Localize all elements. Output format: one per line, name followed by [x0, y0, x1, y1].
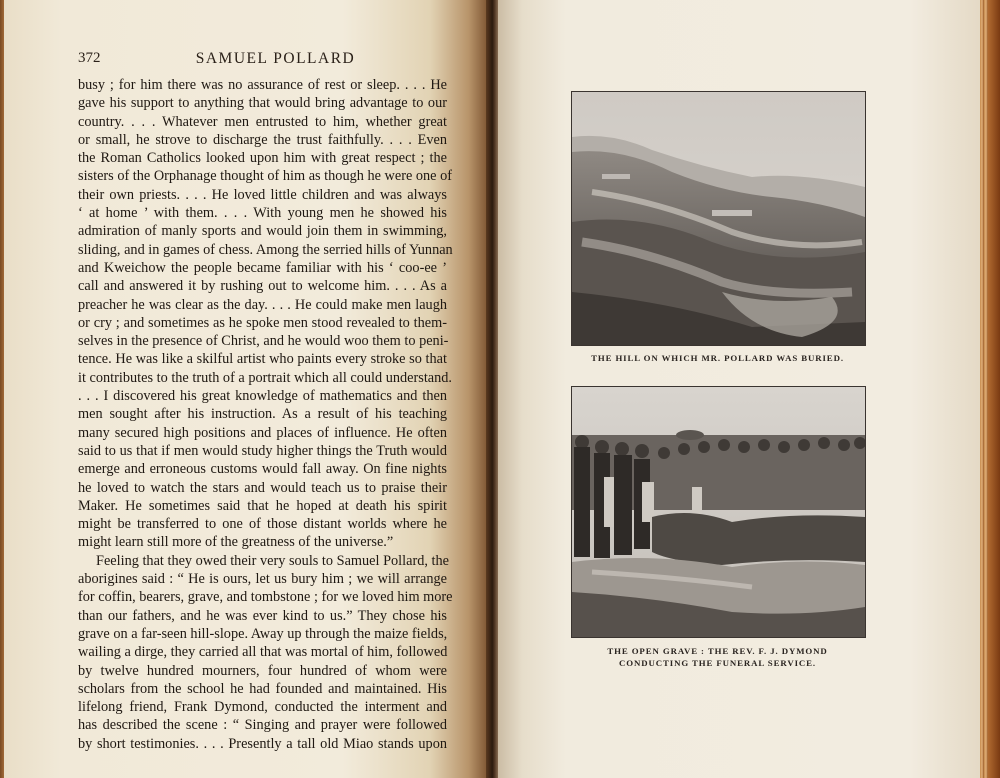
- text-line: lifelong friend, Frank Dymond, conducted the interment and: [78, 699, 447, 716]
- text-line: it contributes to the truth of a portrait which all could understand.: [78, 369, 453, 386]
- text-line: sliding, and in games of chess. Among the serried hills of Yunnan: [78, 241, 453, 258]
- text-line: country. . . . Whatever men entrusted to him, whether great: [78, 113, 447, 130]
- text-line: men sought after his instruction. As a result of his teaching: [78, 406, 447, 423]
- text-line: aborigines said : “ He is ours, let us bury him ; we will arrange: [78, 571, 447, 588]
- text-line: emerge and erroneous customs would fall away. On fine nights: [78, 461, 447, 478]
- text-line: many secured high positions and places of influence. He often: [78, 424, 447, 441]
- text-line: preacher he was clear as the day. . . . He could make men laugh: [78, 296, 447, 313]
- caption-burial-hill: THE HILL ON WHICH MR. POLLARD WAS BURIED.: [591, 353, 844, 363]
- text-line: said to us that if men would study higher things the Truth would: [78, 442, 447, 459]
- text-line: their own priests. . . . He loved little children and was always: [78, 186, 447, 203]
- caption-line-2: CONDUCTING THE FUNERAL SERVICE.: [618, 657, 817, 668]
- page-number: 372: [78, 50, 101, 66]
- text-line: . . . I discovered his great knowledge of mathematics and then: [78, 388, 447, 405]
- body-text: [78, 76, 453, 753]
- cover-edge: [980, 0, 1000, 778]
- book-title: SAMUEL POLLARD: [195, 50, 356, 67]
- text-line: by twelve hundred mourners, four hundred of whom were: [78, 662, 447, 679]
- text-line: the Roman Catholics looked upon him with great respect ; the: [78, 150, 447, 167]
- text-line: or cry ; and sometimes as he spoke men stood revealed to them-: [78, 314, 447, 331]
- text-line: Maker. He sometimes said that he hoped at death his spirit: [78, 497, 447, 514]
- caption-line-1: THE OPEN GRAVE : THE REV. F. J. DYMOND: [607, 646, 828, 656]
- text-line: has described the scene : “ Singing and prayer were followed: [78, 717, 447, 734]
- text-line: he loved to watch the stars and would teach us to praise their: [78, 479, 447, 496]
- text-line: for coffin, bearers, grave, and tombstone ; for we loved him more: [78, 589, 453, 606]
- text-line: Feeling that they owed their very souls to Samuel Pollard, the: [96, 552, 449, 569]
- text-line: grave on a far-seen hill-slope. Away up through the maize fields,: [78, 625, 448, 642]
- text-line: by short testimonies. . . . Presently a tall old Miao stands upon: [78, 735, 447, 752]
- text-line: ‘ at home ’ with them. . . . With young men he showed his: [78, 205, 447, 222]
- text-line: call and answered it by rushing out to welcome him. . . . As a: [78, 278, 447, 295]
- text-line: admiration of manly sports and would join them in swimming,: [78, 223, 447, 240]
- text-line: and Kweichow the people became familiar with his ‘ coo-ee ’: [78, 259, 447, 276]
- text-line: might be transferred to one of those distant worlds where he: [78, 516, 447, 533]
- text-line: selves in the presence of Christ, and he would woo them to peni-: [78, 333, 449, 350]
- text-line: tence. He was like a skilful artist who paints every stroke so that: [78, 351, 447, 368]
- running-head: [78, 50, 473, 72]
- text-line: busy ; for him there was no assurance of rest or sleep. . . . He: [78, 77, 447, 93]
- photo-burial-hill: [571, 91, 866, 346]
- text-line: gave his support to anything that would bring advantage to our: [78, 95, 447, 112]
- text-line: might learn still more of the greatness of the universe.”: [78, 534, 394, 551]
- caption-open-grave: [566, 646, 869, 669]
- text-line: sisters of the Orphanage thought of him as though he were one of: [78, 168, 453, 185]
- text-line: scholars from the school he had founded and maintained. His: [78, 680, 447, 697]
- text-line: than our fathers, and he was ever kind to us.” They chose his: [78, 607, 447, 624]
- text-line: wailing a dirge, they carried all that was mortal of him, followed: [78, 644, 448, 661]
- text-line: or small, he strove to discharge the trust faithfully. . . . Even: [78, 131, 447, 148]
- photo-open-grave: [571, 386, 866, 638]
